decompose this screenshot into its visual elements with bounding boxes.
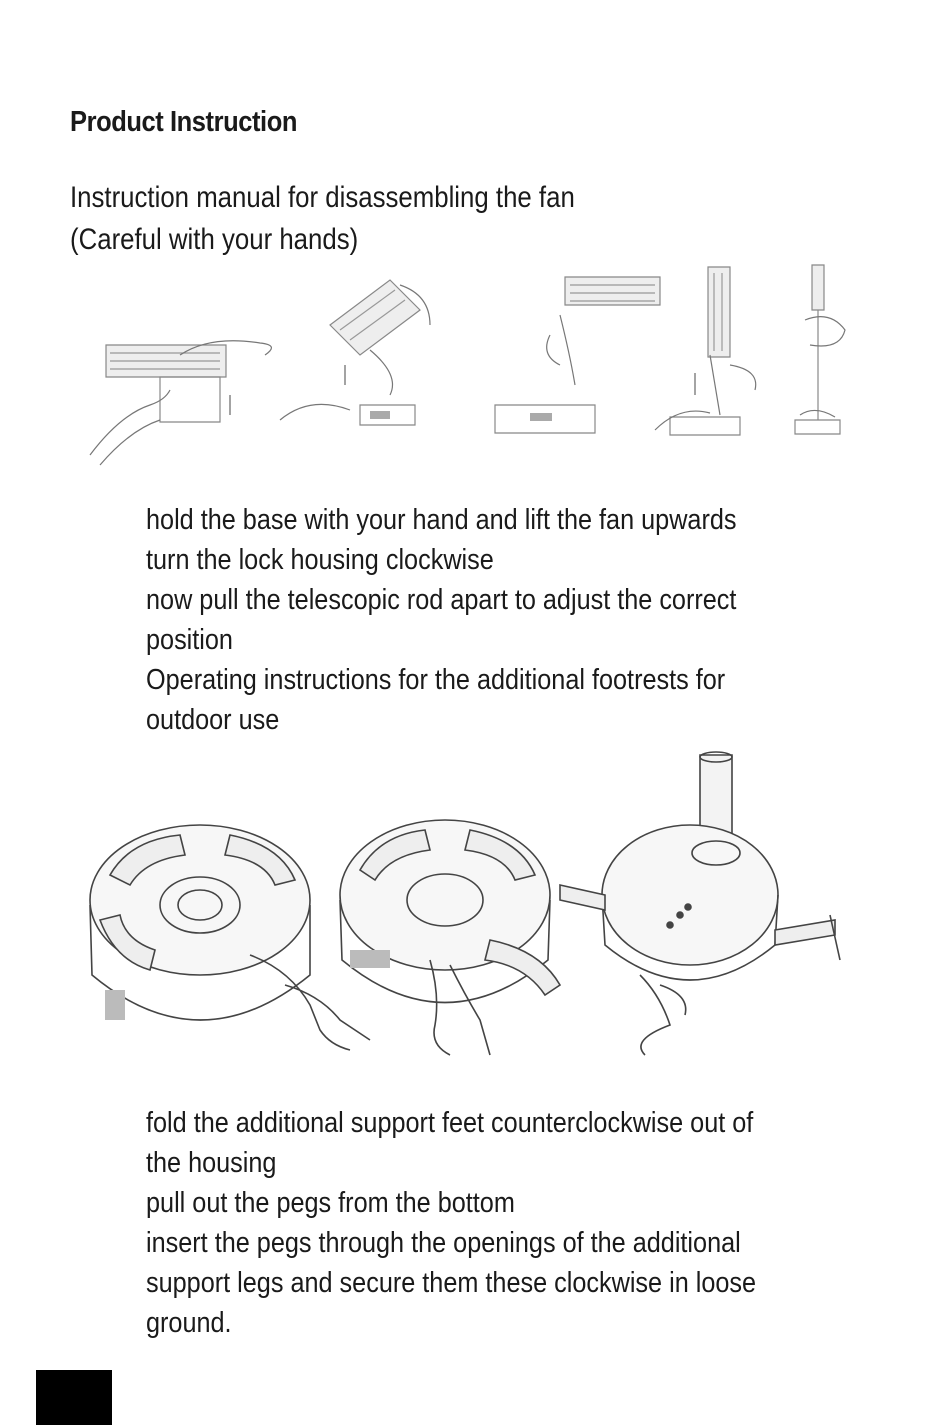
step-line: outdoor use [146, 704, 280, 736]
step-list-2 [146, 1103, 842, 1343]
step-line: Operating instructions for the additional footrests for [146, 664, 726, 696]
page-title: Product Instruction [70, 106, 297, 138]
disassembly-illustration [70, 255, 860, 470]
base-illustration-1 [90, 825, 370, 1050]
step-line: the housing [146, 1147, 277, 1179]
step-line: turn the lock housing clockwise [146, 544, 494, 576]
illustration-panel-4 [655, 267, 756, 435]
step-line: insert the pegs through the openings of the additional [146, 1227, 741, 1259]
step-line: support legs and secure them these clockwise in loose [146, 1267, 757, 1299]
step-line: ground. [146, 1307, 232, 1339]
step-list-1 [146, 500, 842, 740]
illustration-panel-2 [280, 280, 430, 425]
step-line: now pull the telescopic rod apart to adjust the correct [146, 584, 737, 616]
illustration-panel-5 [795, 265, 845, 434]
illustration-panel-1 [90, 341, 271, 465]
illustration-panel-3 [495, 277, 660, 433]
intro-line: (Careful with your hands) [70, 223, 359, 256]
footrest-illustration [70, 745, 860, 1065]
step-line: hold the base with your hand and lift the fan upwards [146, 504, 737, 536]
page-corner-tab [36, 1370, 112, 1425]
step-line: fold the additional support feet counterclockwise out of [146, 1107, 754, 1139]
intro-line: Instruction manual for disassembling the fan [70, 181, 575, 214]
intro-text [70, 177, 575, 261]
base-illustration-2 [340, 820, 560, 1055]
step-line: pull out the pegs from the bottom [146, 1187, 515, 1219]
base-illustration-3 [560, 752, 840, 1055]
step-line: position [146, 624, 233, 656]
